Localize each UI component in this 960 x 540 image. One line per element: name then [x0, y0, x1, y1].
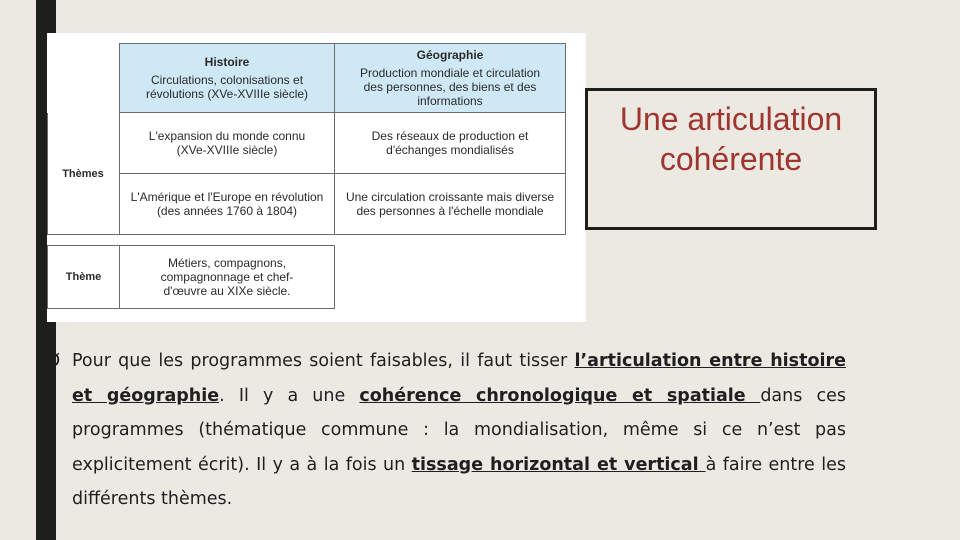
cell-r2-histoire [119, 173, 335, 235]
programme-table [47, 33, 586, 322]
paragraph-text-3: dans ces programmes (thématique commune : la mondialisation, même si ce n’est pas explicitement écrit). Il y a à la fois un [72, 385, 846, 475]
cell-r2-geographie [334, 173, 566, 235]
row-label-theme-text: Thème [65, 271, 102, 283]
highlight-tissage: tissage horizontal et vertical [411, 454, 706, 475]
header-geographie-title: Géographie [416, 48, 484, 62]
cell-r1-geographie-text: Des réseaux de production et d'échanges mondialisés [371, 129, 529, 157]
callout-line-1: Une articulation [619, 101, 843, 137]
row-label-themes [47, 113, 119, 235]
table-themes-bottom-rule [47, 234, 120, 235]
highlight-coherence: cohérence chronologique et spatiale [359, 385, 761, 406]
callout-line-2: cohérente [659, 141, 803, 177]
header-histoire [119, 43, 335, 113]
arrow-bullet-icon: Ø [46, 350, 61, 371]
header-histoire-title: Histoire [204, 55, 250, 69]
header-geographie [334, 43, 566, 113]
paragraph-text-1: Pour que les programmes soient faisables, il faut tisser [72, 351, 575, 371]
cell-r1-histoire [119, 112, 335, 174]
header-histoire-body: Circulations, colonisations et révolutions (XVe-XVIIIe siècle) [145, 73, 309, 101]
row-label-themes-text: Thèmes [62, 168, 104, 180]
callout-box [585, 88, 877, 230]
cell-r2-geographie-text: Une circulation croissante mais diverse des personnes à l'échelle mondiale [345, 190, 555, 218]
highlight-articulation: l’articulation entre histoire et géographie [72, 351, 846, 406]
table-left-rule [47, 113, 48, 235]
bullet-paragraph [46, 344, 846, 517]
cell-r1-histoire-text: L'expansion du monde connu (XVe-XVIIIe siècle) [148, 129, 306, 157]
paragraph-text-4: à faire entre les différents thèmes. [72, 454, 847, 509]
cell-r3-histoire-text: Métiers, compagnons, compagnonnage et chef-d'œuvre au XIXe siècle. [160, 256, 294, 298]
cell-r2-histoire-text: L'Amérique et l'Europe en révolution (des années 1760 à 1804) [130, 190, 324, 218]
row-label-theme [47, 245, 120, 309]
paragraph-text-2: . Il y a une [219, 385, 360, 406]
cell-r3-histoire [119, 245, 335, 309]
cell-r1-geographie [334, 112, 566, 174]
paragraph-text [72, 344, 846, 517]
callout-text [588, 99, 874, 179]
header-geographie-body: Production mondiale et circulation des personnes, des biens et des informations [359, 66, 541, 108]
